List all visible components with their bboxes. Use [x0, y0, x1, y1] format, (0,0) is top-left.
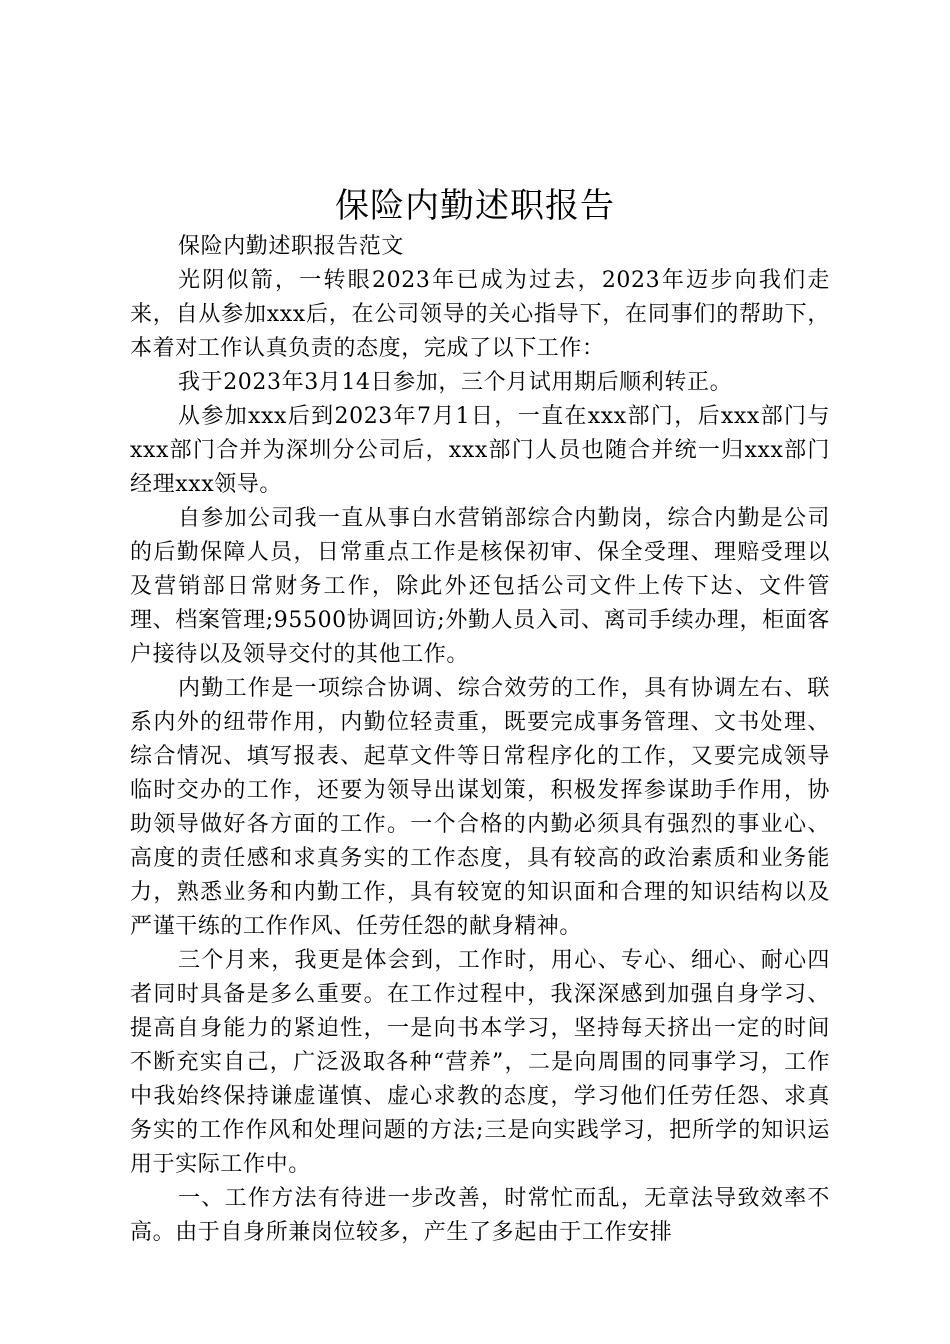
document-title: 保险内勤述职报告: [335, 186, 615, 226]
improvement-paragraph: 一、工作方法有待进一步改善，时常忙而乱，无章法导致效率不高。由于自身所兼岗位较多，产生了多起由于工作安排: [130, 1186, 830, 1245]
duties-paragraph: 自参加公司我一直从事白水营销部综合内勤岗，综合内勤是公司的后勤保障人员，日常重点工作是核保初审、保全受理、理赔受理以及营销部日常财务工作，除此外还包括公司文件上传下达、文件管理、档案管理;95500协调回访;外勤人员入司、离司手续办理，柜面客户接待以及领导交付的其他工作。: [130, 506, 830, 667]
reflection-paragraph: 三个月来，我更是体会到，工作时，用心、专心、细心、耐心四者同时具备是多么重要。在工作过程中，我深深感到加强自身学习、提高自身能力的紧迫性，一是向书本学习，坚持每天挤出一定的时间不断充实自己，广泛汲取各种“营养”，二是向周围的同事学习，工作中我始终保持谦虚谨慎、虚心求教的态度，学习他们任劳任怨、求真务实的工作作风和处理问题的方法;三是向实践学习，把所学的知识运用于实际工作中。: [130, 948, 830, 1177]
department-paragraph: 从参加xxx后到2023年7月1日，一直在xxx部门，后xxx部门与xxx部门合并为深圳分公司后，xxx部门人员也随合并统一归xxx部门经理xxx领导。: [130, 404, 830, 497]
document-body: [130, 230, 830, 1250]
join-date-paragraph: 我于2023年3月14日参加，三个月试用期后顺利转正。: [178, 370, 733, 395]
subtitle-paragraph: 保险内勤述职报告范文: [178, 234, 405, 259]
intro-paragraph: 光阴似箭，一转眼2023年已成为过去，2023年迈步向我们走来，自从参加xxx后，在公司领导的关心指导下，在同事们的帮助下，本着对工作认真负责的态度，完成了以下工作：: [130, 268, 830, 361]
role-description-paragraph: 内勤工作是一项综合协调、综合效劳的工作，具有协调左右、联系内外的纽带作用，内勤位轻责重，既要完成事务管理、文书处理、综合情况、填写报表、起草文件等日常程序化的工作，又要完成领导临时交办的工作，还要为领导出谋划策，积极发挥参谋助手作用，协助领导做好各方面的工作。一个合格的内勤必须具有强烈的事业心、高度的责任感和求真务实的工作态度，具有较高的政治素质和业务能力，熟悉业务和内勤工作，具有较宽的知识面和合理的知识结构以及严谨干练的工作作风、任劳任怨的献身精神。: [130, 676, 830, 939]
